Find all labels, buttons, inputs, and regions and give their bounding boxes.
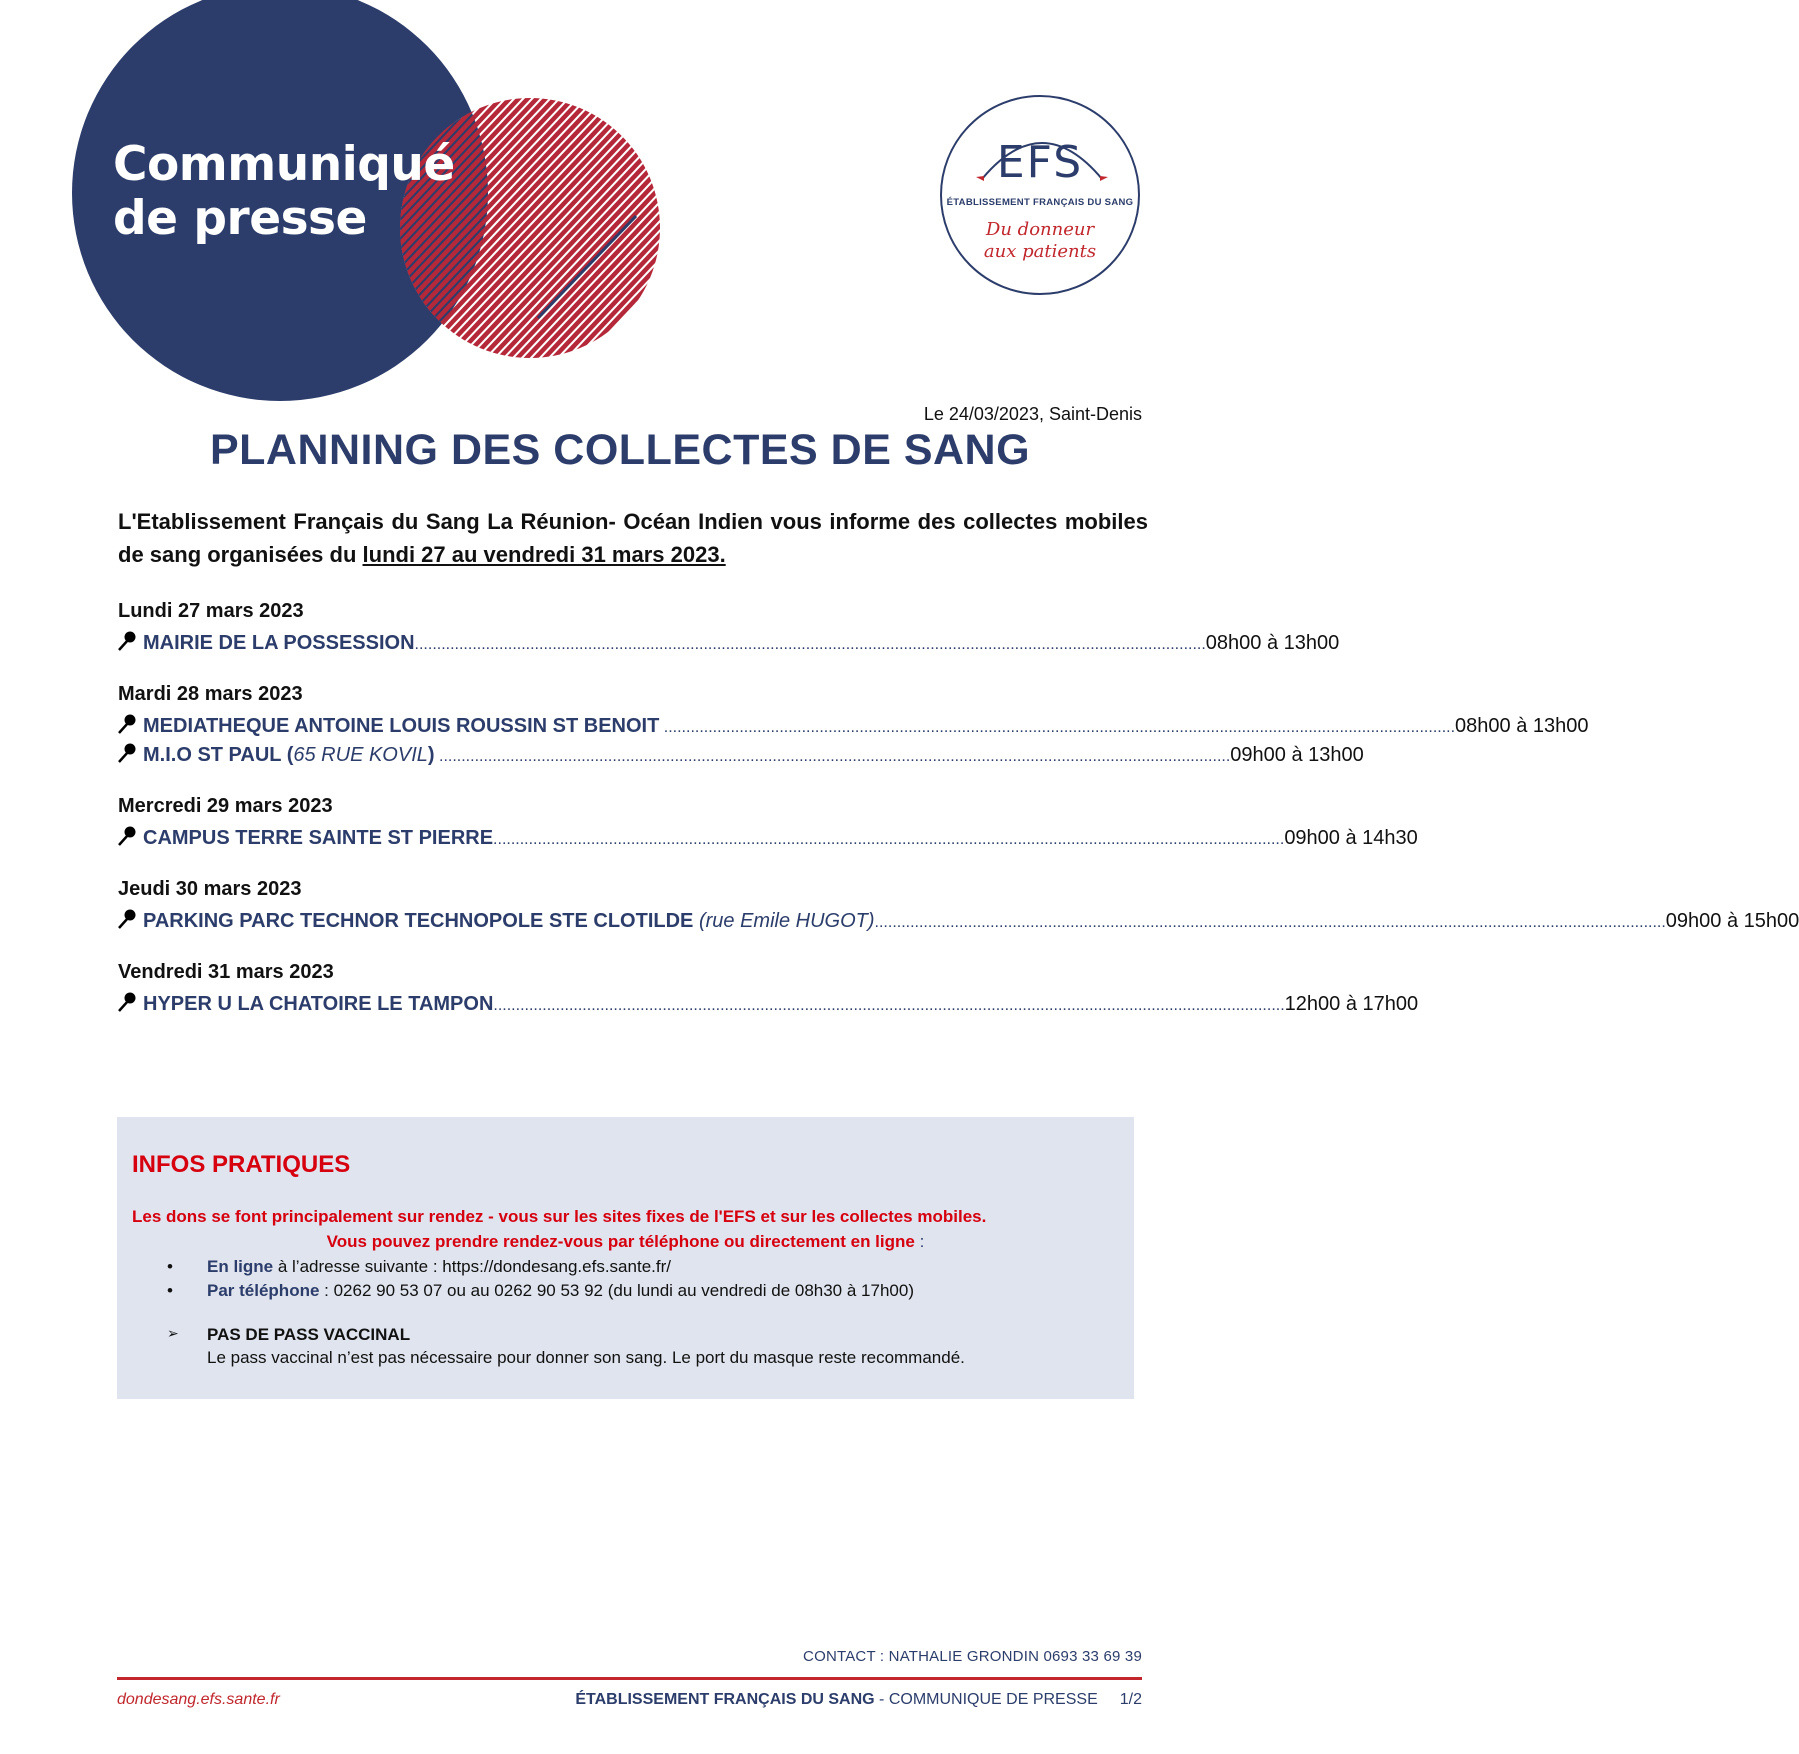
day-heading: Vendredi 31 mars 2023 — [118, 961, 334, 983]
collection-entry — [115, 822, 1418, 850]
collection-place: MAIRIE DE LA POSSESSION — [143, 632, 415, 654]
collection-place: HYPER U LA CHATOIRE LE TAMPON — [143, 993, 494, 1015]
efs-logo — [940, 95, 1140, 295]
page-title: PLANNING DES COLLECTES DE SANG — [209, 426, 1031, 474]
page-number: 1/2 — [1119, 1691, 1142, 1708]
footer-divider — [117, 1677, 1142, 1680]
collection-hours: 09h00 à 14h30 — [1284, 827, 1418, 849]
bullet-icon: • — [167, 1281, 173, 1300]
dot-leader: .................................................................................................................................................................................. — [434, 748, 1231, 765]
logo-motto: Du donneur aux patients — [983, 219, 1097, 262]
day-heading: Jeudi 30 mars 2023 — [118, 878, 302, 900]
date-line: Le 24/03/2023, Saint-Denis — [923, 404, 1142, 424]
collection-entry — [115, 739, 1364, 767]
footer-website: dondesang.efs.sante.fr — [117, 1691, 280, 1708]
dot-leader: .................................................................................................................................................................................. — [659, 719, 1456, 736]
intro-paragraph: L'Etablissement Français du Sang La Réunion- Océan Indien vous informe des collectes mobiles de sang organisées du lundi 27 au vendredi 31 mars 2023. — [118, 509, 1148, 567]
day-heading: Mercredi 29 mars 2023 — [118, 795, 333, 817]
practical-info-box: INFOS PRATIQUES Les dons se font principalement sur rendez - vous sur les sites fixes de l'EFS et sur les collectes mobiles. Vous pouvez prendre rendez-vous par téléphone ou directement en ligne : • En ligne à l’adresse suivante : https://dondesang.efs.sante.fr/ • Par téléphone : 0262 90 53 07 ou au 0262 90 53 92 (du lundi au vendredi de 08h30 à 17h00) ➢ PAS DE PASS VACCINAL Le pass vaccinal n’est pas nécessaire pour donner son sang. Le port du masque reste recommandé. — [117, 1117, 1134, 1399]
collection-hours: 08h00 à 13h00 — [1455, 715, 1589, 737]
arrow-bullet-icon: ➢ — [167, 1325, 179, 1341]
collection-hours: 09h00 à 13h00 — [1230, 744, 1364, 766]
dot-leader: .................................................................................................................................................................................. — [414, 636, 1206, 653]
logo-letters: EFS — [996, 137, 1084, 188]
collection-entry — [115, 988, 1419, 1016]
day-heading: Mardi 28 mars 2023 — [118, 683, 303, 705]
day-heading: Lundi 27 mars 2023 — [118, 600, 304, 622]
logo-subtitle: ÉTABLISSEMENT FRANÇAIS DU SANG — [946, 197, 1134, 208]
info-booking-note: Vous pouvez prendre rendez-vous par téléphone ou directement en ligne : — [326, 1232, 925, 1251]
dot-leader: .................................................................................................................................................................................. — [874, 914, 1666, 931]
bullet-icon: • — [167, 1257, 173, 1276]
collection-hours: 12h00 à 17h00 — [1284, 993, 1419, 1015]
collection-hours: 08h00 à 13h00 — [1205, 632, 1340, 654]
collection-entry — [115, 905, 1799, 933]
dot-leader: .................................................................................................................................................................................. — [493, 997, 1285, 1014]
collection-place: M.I.O ST PAUL (65 RUE KOVIL) — [143, 744, 435, 766]
collection-place: CAMPUS TERRE SAINTE ST PIERRE — [143, 827, 494, 849]
pin-icon — [115, 991, 143, 1013]
collection-place: MEDIATHEQUE ANTOINE LOUIS ROUSSIN ST BENOIT — [143, 715, 660, 737]
press-release-title: Communiqué de presse — [113, 137, 455, 246]
pin-icon — [115, 742, 143, 764]
info-appointment-note: Les dons se font principalement sur rendez - vous sur les sites fixes de l'EFS et sur les collectes mobiles. — [132, 1207, 987, 1226]
info-title: INFOS PRATIQUES — [132, 1151, 351, 1178]
pin-icon — [115, 713, 143, 735]
collection-place: PARKING PARC TECHNOR TECHNOPOLE STE CLOTILDE (rue Emile HUGOT) — [143, 910, 875, 932]
collection-entry — [115, 627, 1340, 655]
contact-line: CONTACT : NATHALIE GRONDIN 0693 33 69 39 — [803, 1648, 1142, 1665]
dot-leader: .................................................................................................................................................................................. — [493, 831, 1285, 848]
collection-entry — [115, 710, 1589, 738]
footer-organization: ÉTABLISSEMENT FRANÇAIS DU SANG - COMMUNIQUE DE PRESSE 1/2 — [575, 1691, 1142, 1708]
pin-icon — [115, 908, 143, 930]
collection-hours: 09h00 à 15h00 — [1665, 910, 1799, 932]
pin-icon — [115, 630, 143, 652]
pin-icon — [115, 825, 143, 847]
